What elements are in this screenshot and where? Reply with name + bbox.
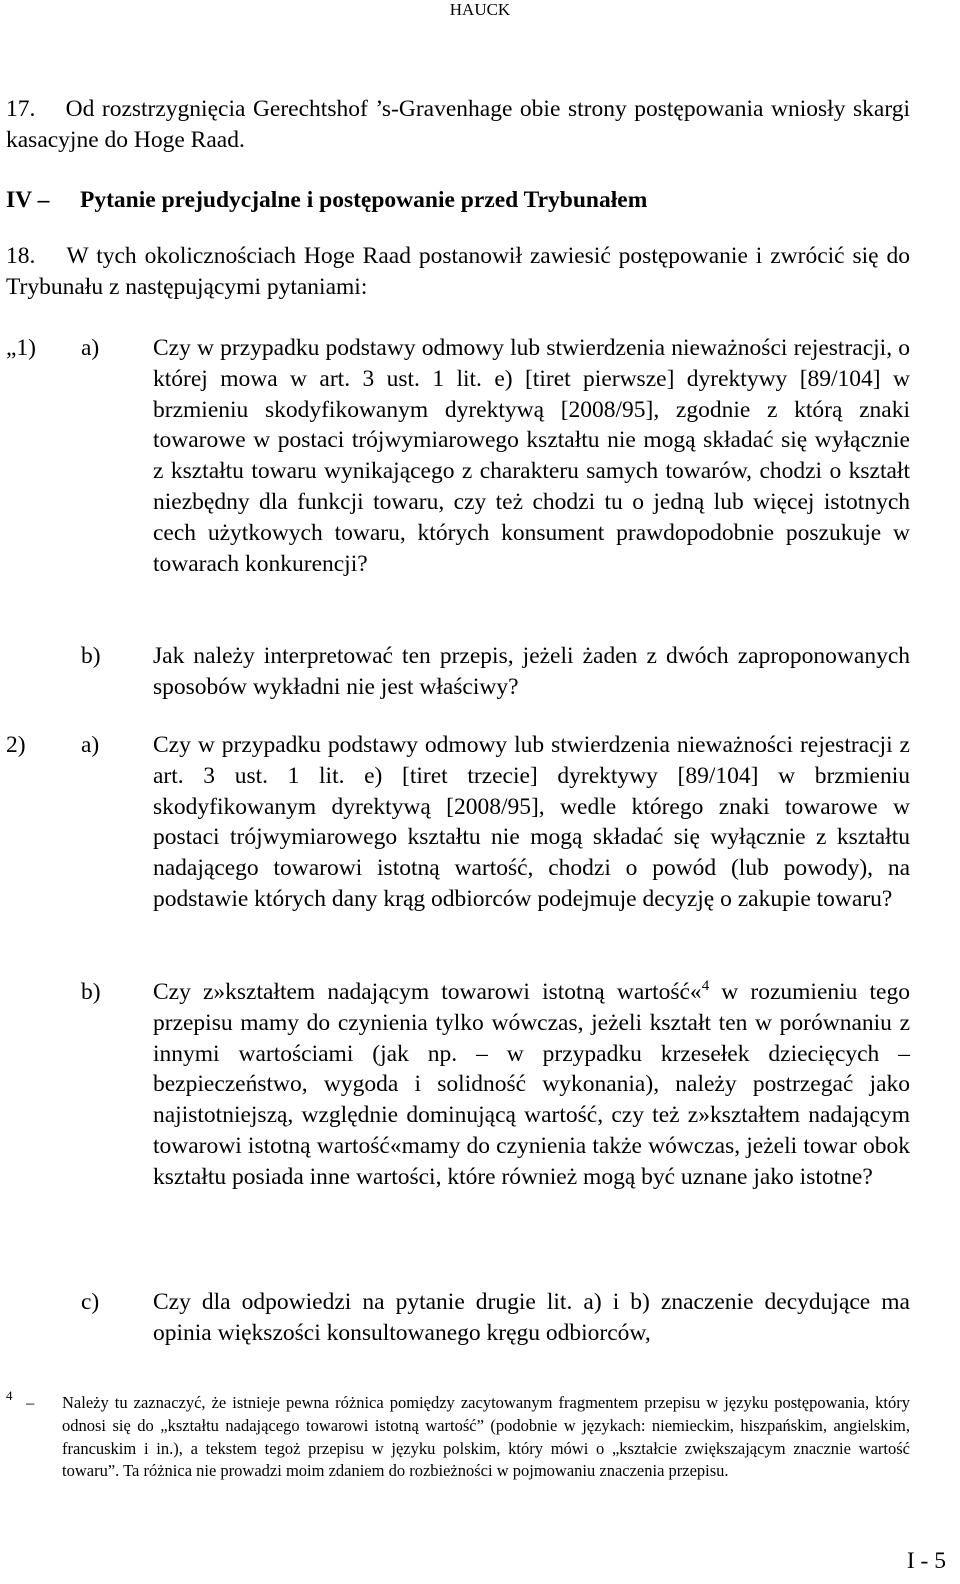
footnote-mark: 4 [6, 1388, 13, 1403]
question-text: Czy w przypadku podstawy odmowy lub stwierdzenia nieważności rejestracji, o której mowa w art. 3 ust. 1 lit. e) [tiret pierwsze] dyrektywy [89/104] w brzmieniu skodyfikowanym dyrektywą [2008/95], zgodnie z którą znaki towarowe w postaci trójwymiarowego kształtu nie mogą składać się wyłącznie z kształtu towaru wynikającego z charakteru samych towarów, chodzi o kształt niezbędny dla funkcji towaru, czy też chodzi tu o jedną lub więcej istotnych cech użytkowych towaru, których konsument prawdopodobnie poszukuje w towarach konkurencji? [153, 335, 910, 577]
question-number: 2) [6, 732, 26, 758]
question-text: Czy dla odpowiedzi na pytanie drugie lit. a) i b) znaczenie decydujące ma opinia większości konsultowanego kręgu odbiorców, [153, 1289, 910, 1346]
question-letter: c) [81, 1289, 100, 1315]
question-text-part: w rozumieniu tego przepisu mamy do czynienia tylko wówczas, jeżeli kształt ten w porównaniu z innymi wartościami (jak np. – w przypadku krzesełek dziecięcych – bezpieczeństwo, wygoda i solidność wykonania), należy postrzegać jako najistotniejszą, względnie dominującą wartość, czy też z»kształtem nadającym towarowi istotną wartość«mamy do czynienia także wówczas, jeżeli towar obok kształtu posiada inne wartości, które również mogą być uznane jako istotne? [153, 979, 910, 1190]
section-number: IV – [6, 187, 50, 213]
section-title: Pytanie prejudycjalne i postępowanie przed Trybunałem [80, 187, 648, 213]
question-letter: b) [81, 979, 101, 1005]
page-number: I - 5 [906, 1548, 946, 1574]
question-text-part: Czy z»kształtem nadającym towarowi istotną wartość« [153, 979, 702, 1005]
question-letter: a) [81, 335, 100, 361]
footnote-reference: 4 [701, 978, 710, 995]
question-text [153, 977, 910, 1193]
footnote-text: Należy tu zaznaczyć, że istnieje pewna różnica pomiędzy zacytowanym fragmentem przepisu w języku postępowania, który odnosi się do „kształtu nadającego towarowi istotną wartość” (podobnie w językach: niemieckim, hiszpańskim, angielskim, francuskim i in.), a tekstem tegoż przepisu w języku polskim, który mówi o „kształcie zwiększającym znacznie wartość towaru”. Ta różnica nie prowadzi moim zdaniem do rozbieżności w pojmowaniu znaczenia przepisu. [62, 1393, 910, 1481]
footnote-dash: – [26, 1393, 35, 1412]
running-header: HAUCK [449, 0, 511, 19]
question-text: Czy w przypadku podstawy odmowy lub stwierdzenia nieważności rejestracji z art. 3 ust. 1 lit. e) [tiret trzecie] dyrektywy [89/104] w brzmieniu skodyfikowanym dyrektywą [2008/95], wedle którego znaki towarowe w postaci trójwymiarowego kształtu nie mogą składać się wyłącznie z kształtu nadającego towarowi istotną wartość, chodzi o powód (lub powody), na podstawie których dany krąg odbiorców podejmuje decyzję o zakupie towaru? [153, 732, 910, 912]
section-heading [6, 185, 910, 216]
paragraph-18: 18. W tych okolicznościach Hoge Raad postanowił zawiesić postępowanie i zwrócić się do Trybunału z następującymi pytaniami: [6, 243, 910, 301]
question-number: „1) [6, 335, 37, 361]
question-text: Jak należy interpretować ten przepis, jeżeli żaden z dwóch zaproponowanych sposobów wykładni nie jest właściwy? [153, 643, 910, 700]
paragraph-17: 17. Od rozstrzygnięcia Gerechtshof ’s-Gravenhage obie strony postępowania wniosły skargi kasacyjne do Hoge Raad. [6, 96, 910, 154]
question-letter: b) [81, 643, 101, 669]
question-letter: a) [81, 732, 100, 758]
